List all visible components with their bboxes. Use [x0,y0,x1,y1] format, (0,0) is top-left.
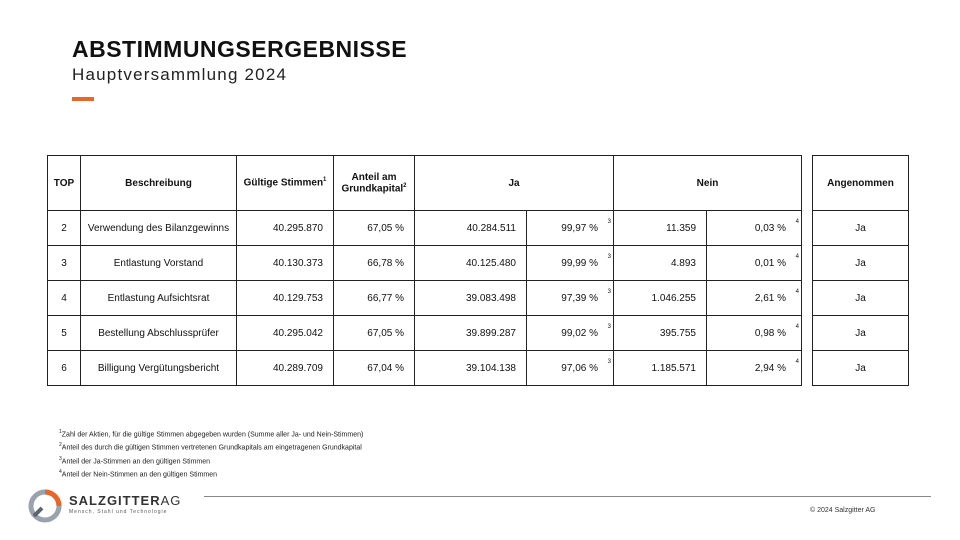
footnotes [59,427,363,480]
header-anteil-grundkapital [334,156,415,211]
footnote-ref: 3 [607,359,611,365]
angenommen-row [813,211,909,246]
accent-bar [72,97,94,101]
footnote-ref: 4 [795,219,799,225]
cell-anteil-grundkapital-value: 67,04 % [367,362,404,374]
cell-angenommen: Ja [813,316,909,351]
cell-beschreibung-value: Billigung Vergütungsbericht [97,362,220,374]
cell-anteil-grundkapital [334,316,415,351]
header-gueltige-label: Gültige Stimmen [243,177,324,189]
footnote-ref: 3 [607,254,611,260]
cell-angenommen: Ja [813,351,909,386]
footnote-number: 2 [59,442,62,449]
cell-gueltige-stimmen-value: 40.295.870 [272,222,323,234]
footnote-ref-2: 2 [403,182,407,189]
cell-ja-stimmen [415,351,527,386]
cell-top [48,246,81,281]
cell-top [48,281,81,316]
table-row [48,281,802,316]
cell-anteil-grundkapital-value: 67,05 % [367,222,404,234]
cell-ja-prozent-value: 99,99 % [561,257,598,269]
footnote-text: Anteil des durch die gültigen Stimmen vertretenen Grundkapitals am eingetragenen Grundkapital [61,444,362,452]
header-nein: Nein [614,156,802,211]
angenommen-row [813,246,909,281]
header-ja: Ja [415,156,614,211]
cell-ja-stimmen-value: 39.083.498 [465,292,516,304]
footnote-ref: 3 [607,324,611,330]
cell-gueltige-stimmen [237,316,334,351]
cell-ja-stimmen [415,316,527,351]
footnote-item [59,440,363,453]
cell-nein-prozent [707,316,802,351]
cell-beschreibung-value: Bestellung Abschlussprüfer [98,327,219,339]
angenommen-table [812,155,909,386]
cell-ja-prozent-value: 97,06 % [561,362,598,374]
cell-gueltige-stimmen-value: 40.295.042 [272,327,323,339]
cell-beschreibung [81,316,237,351]
table-row [48,246,802,281]
cell-beschreibung-value: Entlastung Vorstand [113,257,204,269]
cell-top-value: 4 [61,292,67,304]
footnote-item [59,427,363,440]
cell-ja-stimmen-value: 40.284.511 [466,222,516,234]
cell-top-value: 2 [61,222,67,234]
cell-nein-stimmen-value: 395.755 [659,327,696,339]
cell-beschreibung [81,351,237,386]
cell-nein-prozent-value: 0,03 % [754,222,786,234]
cell-nein-prozent-value: 0,01 % [754,257,786,269]
cell-ja-stimmen-value: 40.125.480 [465,257,516,269]
footnote-ref: 3 [607,289,611,295]
cell-ja-prozent-value: 97,39 % [561,292,598,304]
cell-angenommen: Ja [813,246,909,281]
cell-ja-prozent-value: 99,02 % [561,327,598,339]
header-angenommen: Angenommen [813,156,909,211]
cell-beschreibung-value: Entlastung Aufsichtsrat [107,292,210,304]
cell-anteil-grundkapital [334,246,415,281]
cell-anteil-grundkapital [334,351,415,386]
cell-gueltige-stimmen-value: 40.289.709 [272,362,323,374]
table-row [48,351,802,386]
cell-ja-prozent-value: 99,97 % [561,222,598,234]
cell-nein-prozent-value: 2,94 % [754,362,786,374]
cell-nein-stimmen-value: 11.359 [666,222,696,234]
footer-divider [204,496,931,497]
footnote-ref: 4 [795,254,799,260]
footnote-ref: 4 [795,359,799,365]
cell-nein-prozent-value: 2,61 % [754,292,786,304]
cell-nein-prozent [707,351,802,386]
cell-nein-stimmen-value: 1.046.255 [651,292,696,304]
brand-name [69,493,181,508]
cell-anteil-grundkapital [334,211,415,246]
header-anteil-line2: Grundkapital [341,183,404,195]
cell-anteil-grundkapital-value: 66,77 % [367,292,404,304]
angenommen-row [813,351,909,386]
footnote-text: Zahl der Aktien, für die gültige Stimmen abgegeben wurden (Summe aller Ja- und Nein-Stimmen) [61,431,364,439]
cell-ja-prozent [527,316,614,351]
cell-nein-stimmen-value: 4.893 [670,257,696,269]
cell-beschreibung [81,281,237,316]
cell-gueltige-stimmen-value: 40.129.753 [272,292,323,304]
cell-anteil-grundkapital-value: 67,05 % [367,327,404,339]
footnote-number: 1 [59,429,62,435]
footnote-ref-1: 1 [323,177,327,184]
cell-anteil-grundkapital-value: 66,78 % [367,257,404,269]
cell-angenommen: Ja [813,211,909,246]
cell-nein-stimmen [614,281,707,316]
cell-top [48,211,81,246]
cell-ja-prozent [527,211,614,246]
footnote-ref: 4 [795,324,799,330]
results-table [47,155,802,386]
brand-name-main: SALZGITTER [69,493,161,508]
cell-gueltige-stimmen [237,281,334,316]
copyright: © 2024 Salzgitter AG [810,507,876,514]
cell-nein-prozent [707,211,802,246]
cell-ja-stimmen-value: 39.104.138 [465,362,516,374]
cell-top-value: 6 [61,362,67,374]
header-anteil-line1: Anteil am [351,171,397,183]
cell-top [48,316,81,351]
header-top: TOP [48,156,81,211]
cell-nein-prozent-value: 0,98 % [754,327,786,339]
cell-gueltige-stimmen [237,211,334,246]
angenommen-row [813,281,909,316]
table-row [48,316,802,351]
cell-ja-stimmen-value: 39.899.287 [465,327,516,339]
footnote-ref: 3 [607,219,611,225]
page-title: ABSTIMMUNGSERGEBNISSE [72,36,408,62]
cell-ja-stimmen [415,211,527,246]
cell-nein-prozent [707,281,802,316]
header-gueltige-stimmen [237,156,334,211]
cell-anteil-grundkapital [334,281,415,316]
footnote-text: Anteil der Ja-Stimmen an den gültigen Stimmen [61,457,211,465]
salzgitter-logo-icon [28,489,62,523]
cell-gueltige-stimmen [237,246,334,281]
footnote-item [59,467,363,480]
header-beschreibung: Beschreibung [81,156,237,211]
footnote-ref: 4 [795,289,799,295]
brand-tagline: Mensch, Stahl und Technologie [69,509,168,515]
angenommen-row [813,316,909,351]
cell-top-value: 5 [61,327,67,339]
cell-nein-stimmen [614,351,707,386]
cell-beschreibung [81,211,237,246]
cell-top-value: 3 [61,257,67,269]
cell-ja-prozent [527,246,614,281]
cell-ja-prozent [527,351,614,386]
cell-gueltige-stimmen [237,351,334,386]
footnote-item [59,454,363,467]
cell-top [48,351,81,386]
cell-nein-prozent [707,246,802,281]
footnote-number: 3 [59,455,62,462]
table-row [48,211,802,246]
cell-ja-stimmen [415,246,527,281]
cell-ja-prozent [527,281,614,316]
cell-angenommen: Ja [813,281,909,316]
cell-gueltige-stimmen-value: 40.130.373 [272,257,323,269]
cell-nein-stimmen [614,211,707,246]
footnote-text: Anteil der Nein-Stimmen an den gültigen Stimmen [61,471,218,479]
cell-beschreibung [81,246,237,281]
cell-nein-stimmen [614,246,707,281]
footnote-number: 4 [59,468,62,475]
cell-nein-stimmen-value: 1.185.571 [651,362,696,374]
cell-ja-stimmen [415,281,527,316]
cell-nein-stimmen [614,316,707,351]
cell-beschreibung-value: Verwendung des Bilanzgewinns [87,222,230,234]
page-subtitle: Hauptversammlung 2024 [72,65,288,84]
brand-name-suffix: AG [160,493,182,508]
